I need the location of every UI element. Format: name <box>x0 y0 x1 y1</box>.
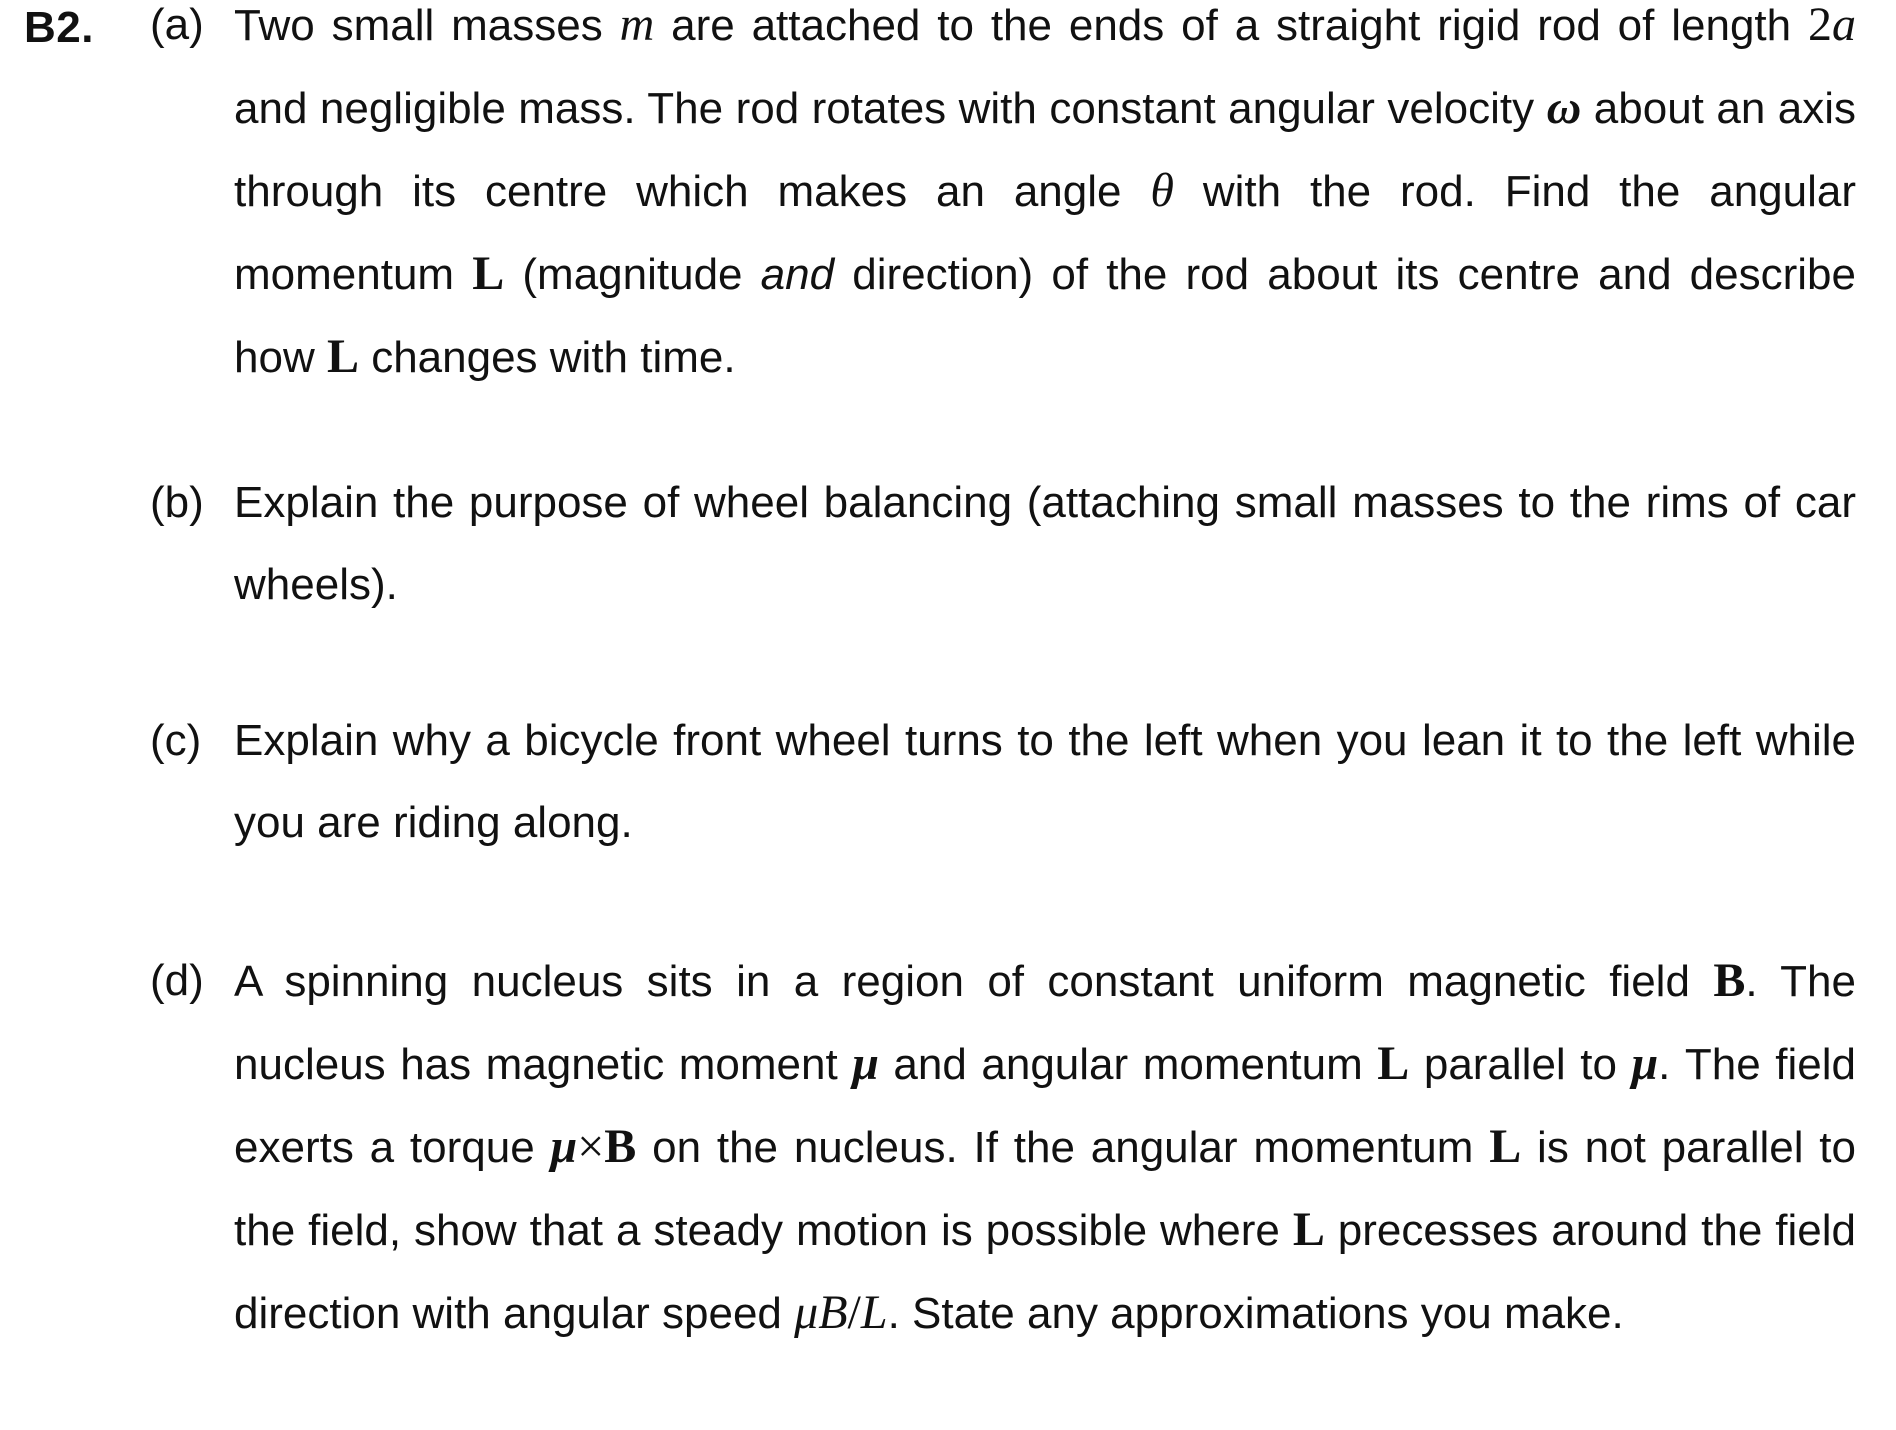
text-segment: are attached to the ends of a straight rigid rod of length <box>654 1 1808 50</box>
math-symbol: μ <box>550 1120 578 1173</box>
text-segment: precesses around the field direction with angular speed <box>234 1206 1856 1338</box>
text-segment: (magnitude <box>504 250 761 299</box>
text-segment: Two small masses <box>234 1 620 50</box>
math-symbol: 2 <box>1808 0 1832 51</box>
math-symbol: B <box>1713 954 1746 1007</box>
text-segment: Explain the purpose of wheel balancing (attaching small masses to the rims of car wheels). <box>234 478 1856 609</box>
math-symbol: ω <box>1546 81 1582 134</box>
text-segment: and angular momentum <box>878 1040 1378 1089</box>
part-body <box>234 0 1856 399</box>
text-segment: changes with time. <box>358 333 736 382</box>
part-body <box>234 940 1856 1355</box>
math-symbol: L <box>1489 1120 1522 1173</box>
part-label: (a) <box>150 0 204 49</box>
text-segment: and negligible mass. The rod rotates with constant angular velocity <box>234 84 1547 133</box>
math-symbol: θ <box>1150 164 1174 217</box>
text-segment: Explain why a bicycle front wheel turns to the left when you lean it to the left while you are riding along. <box>234 716 1856 847</box>
math-symbol: L <box>326 330 359 383</box>
math-symbol: m <box>619 0 655 51</box>
math-symbol: μB <box>794 1286 848 1339</box>
math-symbol: μ <box>1631 1037 1659 1090</box>
question-number: B2. <box>24 3 94 52</box>
math-symbol: L <box>1292 1203 1325 1256</box>
part-label: (c) <box>150 716 202 765</box>
part-body <box>234 700 1856 864</box>
math-symbol: a <box>1832 0 1856 51</box>
math-symbol: B <box>604 1120 637 1173</box>
part-label: (d) <box>150 956 204 1005</box>
text-segment: direction) of the rod about its centre and describe how <box>234 250 1856 382</box>
part-label: (b) <box>150 478 204 527</box>
math-symbol: and <box>760 250 835 299</box>
math-symbol: L <box>472 247 505 300</box>
text-segment: about an axis through its centre which makes an angle <box>234 84 1857 216</box>
math-symbol: × <box>577 1120 605 1173</box>
text-segment: . State any approximations you make. <box>887 1289 1624 1338</box>
math-symbol: L <box>1377 1037 1410 1090</box>
part-body <box>234 462 1856 626</box>
text-segment: parallel to <box>1409 1040 1632 1089</box>
text-segment: A spinning nucleus sits in a region of constant uniform magnetic field <box>234 957 1714 1006</box>
text-segment: is not parallel to the field, show that a steady motion is possible where <box>234 1123 1856 1255</box>
math-symbol: L <box>860 1286 888 1339</box>
math-symbol: μ <box>852 1037 879 1090</box>
text-segment: on the nucleus. If the angular momentum <box>636 1123 1490 1172</box>
text-segment: . The field exerts a torque <box>234 1040 1856 1172</box>
text-segment: . The nucleus has magnetic moment <box>234 957 1856 1089</box>
text-segment: with the rod. Find the angular momentum <box>234 167 1857 299</box>
math-symbol: / <box>847 1286 861 1339</box>
